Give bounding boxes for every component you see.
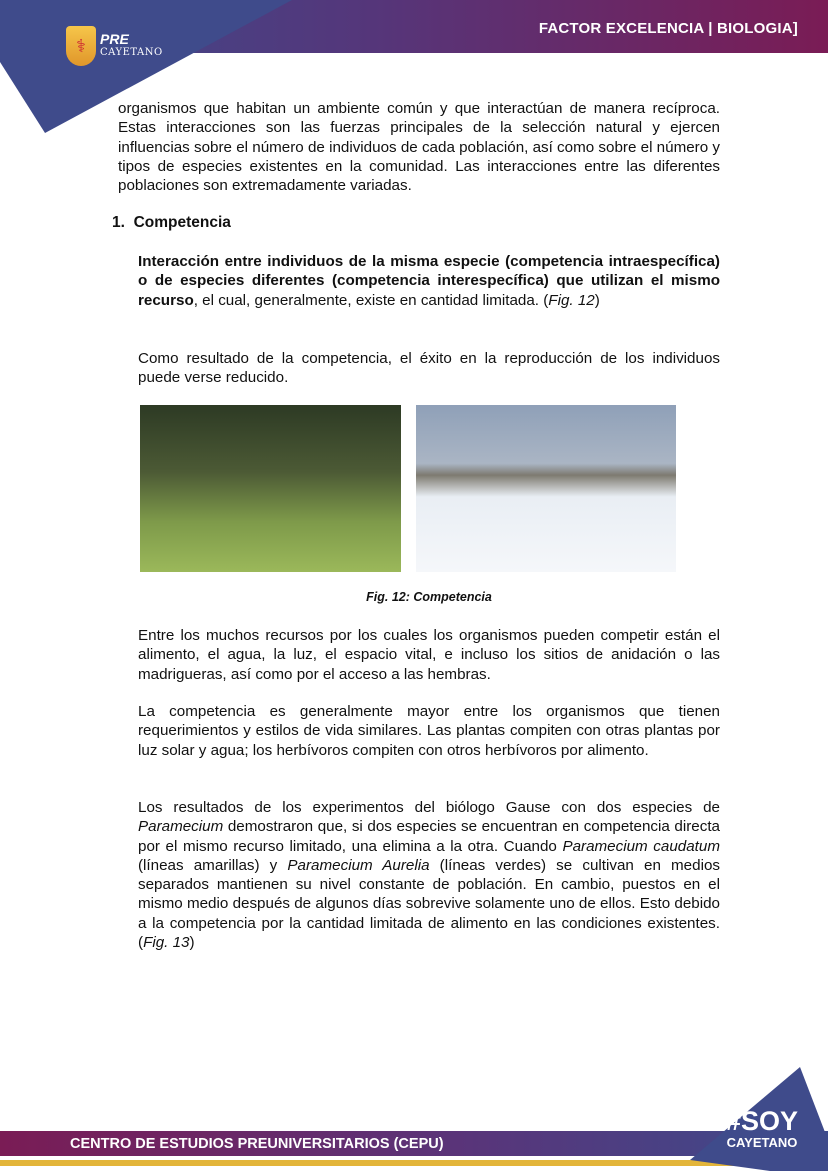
paragraph-3: Entre los muchos recursos por los cuales los organismos pueden competir están el alimento, el agua, la luz, el espacio vital, e incluso los sitios de anidación o las madrigueras, así como por el acceso a las hembras.: [138, 627, 720, 683]
header-title: FACTOR EXCELENCIA | BIOLOGIA]: [538, 20, 798, 37]
t: demostraron que, si dos especies se encuentran en competencia directa por el mismo recurso limitado, una elimina a la otra. Cuando: [138, 818, 720, 855]
definition-paragraph: [138, 252, 720, 310]
tag-bottom: CAYETANO: [726, 1135, 798, 1150]
foxes-fighting-image: [416, 405, 676, 572]
definition-bold: Interacción entre individuos de la misma especie (competencia intraespecífica) o de especies diferentes (competencia interespecífica) que utilizan el mismo recurso: [138, 253, 720, 309]
figure-caption: Fig. 12: Competencia: [366, 590, 492, 604]
logo-top: PRE: [100, 31, 129, 47]
paragraph-5: [138, 798, 720, 952]
t: Los resultados de los experimentos del biólogo Gause con dos especies de: [138, 799, 720, 816]
t: Paramecium caudatum: [562, 837, 720, 855]
t: Paramecium Aurelia: [287, 856, 430, 874]
t: (líneas verdes) se cultivan en medios separados mantienen su nivel constante de población. En cambio, puestos en el mismo medio después de algunos días sobrevive solamente uno de ellos. Esto debido a la competencia por la cantidad limitada de alimento en las condiciones existentes. (: [138, 856, 720, 952]
logo: [66, 26, 163, 66]
paren: ): [594, 291, 600, 309]
t: (líneas amarillas) y: [138, 856, 288, 874]
paragraph-4: La competencia es generalmente mayor entre los organismos que tienen requerimientos y estilos de vida similares. Las plantas compiten con otras plantas por luz solar y agua; los herbívoros compiten con otros herbívoros por alimento.: [138, 703, 720, 759]
deer-fighting-image: [140, 405, 401, 572]
footer-text: CENTRO DE ESTUDIOS PREUNIVERSITARIOS (CEPU): [70, 1136, 444, 1152]
soy-cayetano-tag: [726, 1108, 798, 1151]
paragraph-2: Como resultado de la competencia, el éxito en la reproducción de los individuos puede verse reducido.: [138, 350, 720, 387]
intro-paragraph: organismos que habitan un ambiente común y que interactúan de manera recíproca. Estas interacciones son las fuerzas principales de la selección natural y ejercen influencias sobre el número de individuos de cada población, así como sobre el número y tipos de especies existentes en la comunidad. Las interacciones entre las diferentes poblaciones son extremadamente variadas.: [118, 100, 720, 195]
section-heading: [112, 214, 231, 232]
section-title: Competencia: [133, 214, 231, 231]
torch-shield-icon: ⚕: [66, 26, 96, 66]
section-number: 1.: [112, 214, 125, 231]
fig-ref: Fig. 12: [548, 291, 595, 309]
tag-top: #SOY: [725, 1106, 798, 1136]
logo-bottom: CAYETANO: [100, 47, 163, 58]
t: Paramecium: [138, 818, 224, 836]
t: ): [189, 934, 195, 952]
fig-ref: Fig. 13: [143, 934, 190, 952]
definition-text: , el cual, generalmente, existe en cantidad limitada. (: [193, 291, 549, 309]
